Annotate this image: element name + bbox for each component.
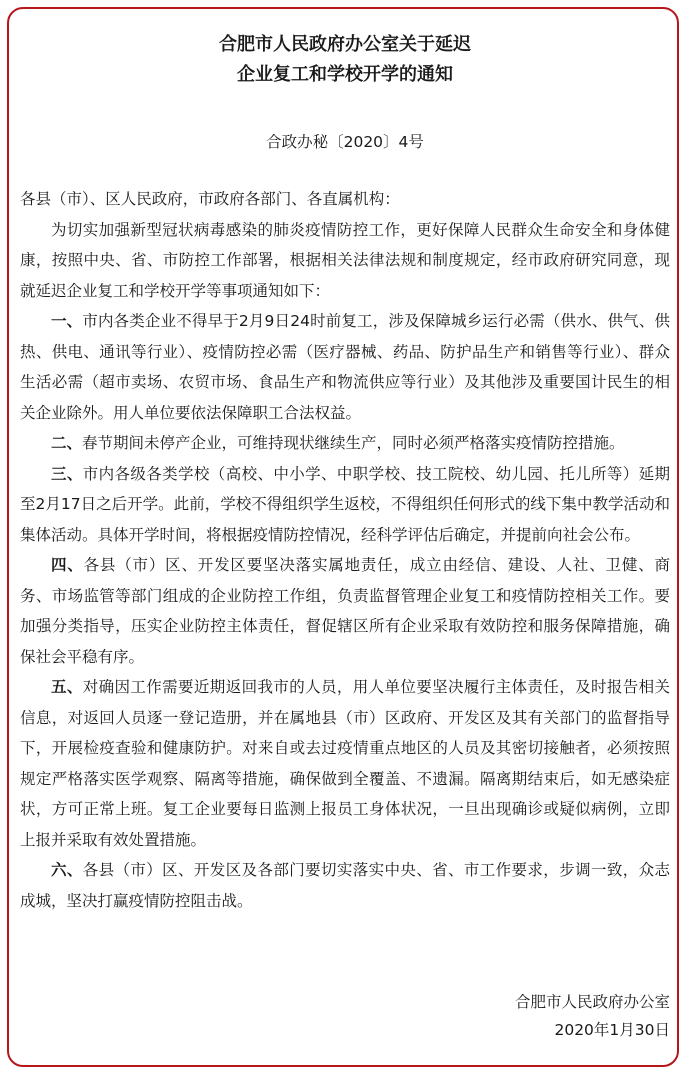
item-paragraph-1: [20, 306, 670, 428]
item-text: 市内各类企业不得早于2月9日24时前复工，涉及保障城乡运行必需（供水、供气、供热、供电、通讯等行业）、疫情防控必需（医疗器械、药品、防护品生产和销售等行业）、群众生活必需（超市卖场、农贸市场、食品生产和物流供应等行业）及其他涉及重要国计民生的相关企业除外。用人单位要依法保障职工合法权益。: [20, 312, 670, 422]
item-paragraph-4: [20, 550, 670, 672]
item-number: 四、: [51, 556, 84, 574]
item-paragraph-5: [20, 672, 670, 855]
intro-paragraph: 为切实加强新型冠状病毒感染的肺炎疫情防控工作，更好保障人民群众生命安全和身体健康，按照中央、省、市防控工作部署，根据相关法律法规和制度规定，经市政府研究同意，现就延迟企业复工和学校开学等事项通知如下：: [20, 220, 670, 300]
salutation: 各县（市）、区人民政府，市政府各部门、各直属机构：: [20, 190, 400, 208]
item-paragraph-3: [20, 459, 670, 551]
item-text: 春节期间未停产企业，可维持现状继续生产，同时必须严格落实疫情防控措施。: [82, 434, 625, 452]
title-line-1: 合肥市人民政府办公室关于延迟: [219, 34, 471, 55]
item-paragraph-2: [20, 428, 670, 459]
item-number: 一、: [51, 312, 83, 330]
issue-date: 2020年1月30日: [554, 1021, 670, 1039]
document-body: [20, 30, 670, 916]
item-number: 六、: [51, 861, 83, 879]
item-text: 对确因工作需要近期返回我市的人员，用人单位要坚决履行主体责任，及时报告相关信息，对返回人员逐一登记造册，并在属地县（市）区政府、开发区及其有关部门的监督指导下，开展检疫查验和健康防护。对来自或去过疫情重点地区的人员及其密切接触者，必须按照规定严格落实医学观察、隔离等措施，确保做到全覆盖、不遗漏。隔离期结束后，如无感染症状，方可正常上班。复工企业要每日监测上报员工身体状况，一旦出现确诊或疑似病例，立即上报并采取有效处置措施。: [20, 678, 670, 849]
title-line-2: 企业复工和学校开学的通知: [237, 64, 453, 85]
item-number: 二、: [51, 434, 83, 452]
item-text: 各县（市）区、开发区及各部门要切实落实中央、省、市工作要求，步调一致，众志成城，坚决打赢疫情防控阻击战。: [20, 861, 670, 910]
document-number: 合政办秘〔2020〕4号: [266, 133, 424, 151]
item-number: 五、: [51, 678, 83, 696]
item-text: 市内各级各类学校（高校、中小学、中职学校、技工院校、幼儿园、托儿所等）延期至2月17日之后开学。此前，学校不得组织学生返校，不得组织任何形式的线下集中教学活动和集体活动。具体开学时间，将根据疫情防控情况，经科学评估后确定，并提前向社会公布。: [20, 464, 670, 544]
document-title: [20, 30, 670, 90]
document-text: [20, 184, 670, 916]
item-text: 各县（市）区、开发区要坚决落实属地责任，成立由经信、建设、人社、卫健、商务、市场监管等部门组成的企业防控工作组，负责监督管理企业复工和疫情防控相关工作。要加强分类指导，压实企业防控主体责任，督促辖区所有企业采取有效防控和服务保障措施，确保社会平稳有序。: [20, 556, 670, 666]
signature-block: [515, 988, 670, 1044]
signer: 合肥市人民政府办公室: [514, 993, 670, 1011]
item-number: 三、: [51, 464, 83, 483]
item-paragraph-6: [20, 855, 670, 916]
